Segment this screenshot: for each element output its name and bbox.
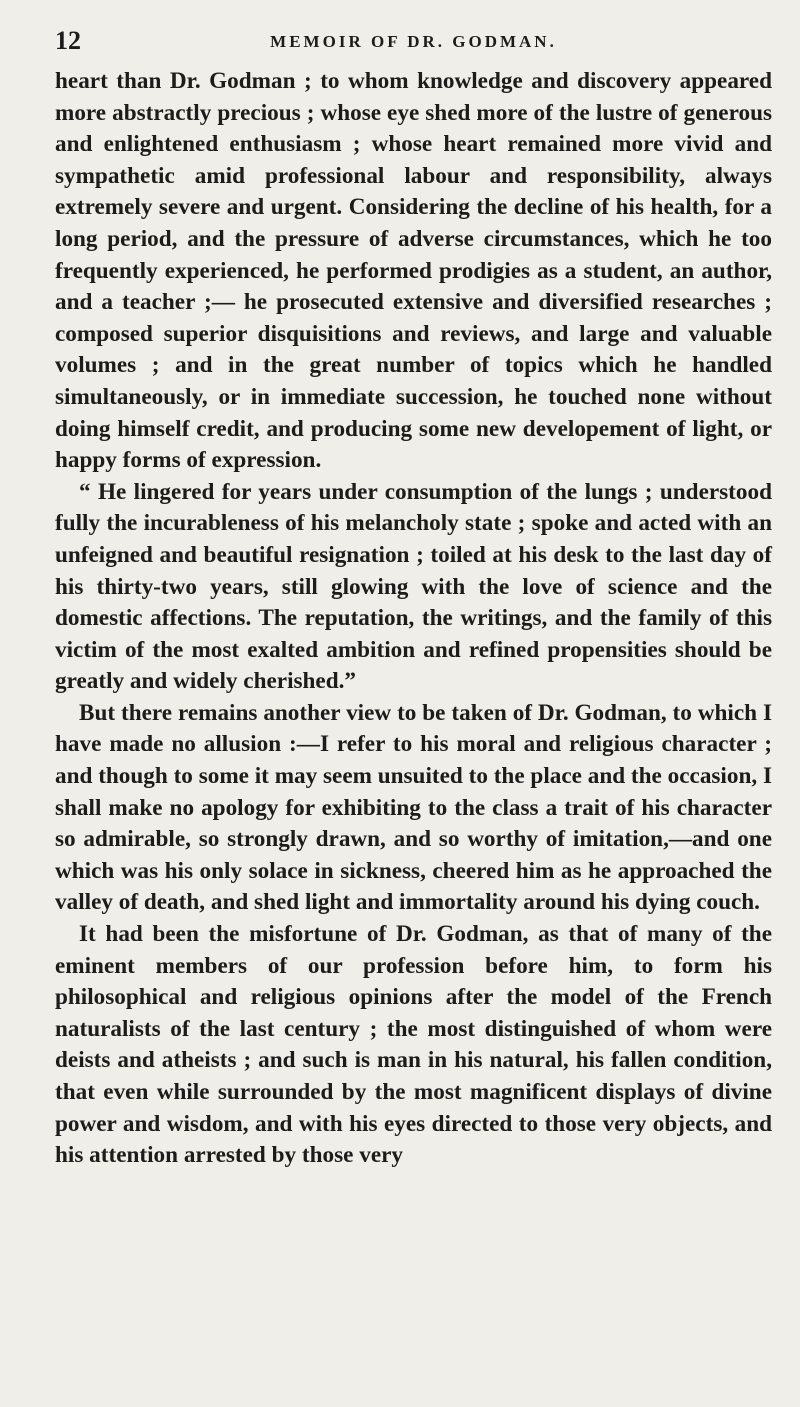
- running-head: [55, 22, 772, 66]
- paragraph-moral-character: But there remains another view to be taken of Dr. Godman, to which I have made no allusion :—I refer to his moral and religious character ; and though to some it may seem unsuited to the place and the occasion, I shall make no apology for exhibiting to the class a trait of his character so admirable, so strongly drawn, and so worthy of imitation,—and one which was his only solace in sickness, cheered him as he approached the valley of death, and shed light and immortality around his dying couch.: [55, 699, 772, 916]
- body-text: [55, 66, 772, 1172]
- page-number: 12: [55, 26, 81, 55]
- running-title: MEMOIR OF DR. GODMAN.: [270, 32, 557, 51]
- paragraph-continuation: heart than Dr. Godman ; to whom knowledge and discovery appeared more abstractly precious ; whose eye shed more of the lustre of generous and enlightened enthusiasm ; whose heart remained more vivid and sympathetic amid professional labour and responsibility, always extremely severe and urgent. Considering the decline of his health, for a long period, and the pressure of adverse circumstances, which he too frequently experienced, he performed prodigies as a student, an author, and a teacher ;— he prosecuted extensive and diversified researches ; composed superior disquisitions and reviews, and large and valuable volumes ; and in the great number of topics which he handled simultaneously, or in immediate succession, he touched none without doing himself credit, and producing some new developement of light, or happy forms of expression.: [55, 68, 772, 474]
- paragraph-quotation: “ He lingered for years under consumption of the lungs ; understood fully the incurableness of his melancholy state ; spoke and acted with an unfeigned and beautiful resignation ; toiled at his desk to the last day of his thirty-two years, still glowing with the love of science and the domestic affections. The reputation, the writings, and the family of this victim of the most exalted ambition and refined propensities should be greatly and widely cherished.”: [55, 478, 772, 695]
- paragraph-misfortune: It had been the misfortune of Dr. Godman, as that of many of the eminent members of our profession before him, to form his philosophical and religious opinions after the model of the French naturalists of the last century ; the most distinguished of whom were deists and atheists ; and such is man in his natural, his fallen condition, that even while surrounded by the most magnificent displays of divine power and wisdom, and with his eyes directed to those very objects, and his attention arrested by those very: [55, 921, 772, 1169]
